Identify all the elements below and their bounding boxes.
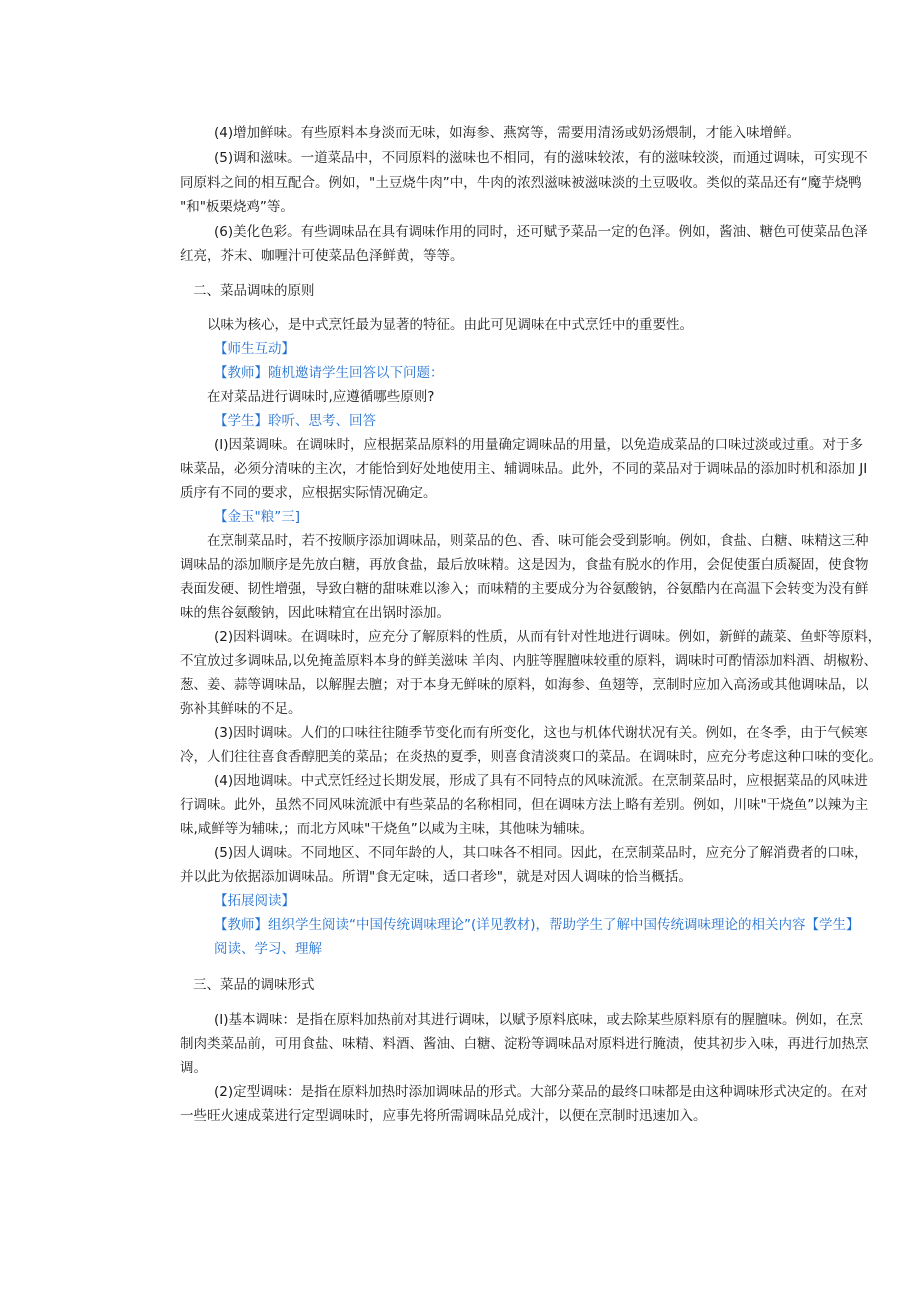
text-line: 红亮，芥末、咖喱汁可使菜品色泽鲜黄，等等。 [180, 248, 464, 264]
text-line: (4)因地调味。中式烹饪经过长期发展，形成了具有不同特点的风味流派。在烹制菜品时，应根据菜品的风味进 [214, 773, 868, 789]
text-line: (4)增加鲜味。有些原料本身淡而无味，如海参、燕窝等，需要用清汤或奶汤煨制，才能入味增鲜。 [214, 125, 801, 141]
text-line: (I)因菜调味。在调味时，应根据菜品原料的用量确定调味品的用量，以免造成菜品的口味过淡或过重。对于多 [214, 437, 864, 453]
label-student-reading: 阅读、学习、理解 [214, 941, 322, 957]
text-line: (6)美化色彩。有些调味品在具有调味作用的同时，还可赋予菜品一定的色泽。例如，酱油、糖色可使菜品色泽 [214, 224, 868, 240]
text-line: 冷，人们往往喜食香醇肥美的菜品；在炎热的夏季，则喜食清淡爽口的菜品。在调味时，应充分考虑这种口味的变化。 [180, 749, 882, 765]
label-teacher: 【教师】随机邀请学生回答以下问题： [214, 365, 444, 381]
label-extended-reading: 【拓展阅读】 [214, 893, 295, 909]
text-line: 一些旺火速成菜进行定型调味时，应事先将所需调味品兑成汁，以便在烹制时迅速加入。 [180, 1108, 707, 1124]
label-student: 【学生】聆听、思考、回答 [214, 413, 376, 429]
text-line: "和"板栗烧鸡”等。 [180, 199, 294, 215]
text-line: 不宜放过多调味品,以免掩盖原料本身的鲜美滋味 羊肉、内脏等腥膻味较重的原料，调味时可酌情添加料酒、胡椒粉、 [180, 653, 878, 669]
text-line: 味,咸鲜等为辅味,；而北方风味"干烧鱼”以咸为主味，其他味为辅味。 [180, 821, 594, 837]
text-line: (I)基本调味：是指在原料加热前对其进行调味，以赋予原料底味，或去除某些原料原有的腥膻味。例如，在烹 [214, 1012, 864, 1028]
text-line: 葱、姜、蒜等调味品，以解腥去膻；对于本身无鲜味的原料，如海参、鱼翅等，烹制时应加入高汤或其他调味品，以 [180, 677, 869, 693]
text-line: 弥补其鲜味的不足。 [180, 701, 302, 717]
text-line: 味菜品，必须分清味的主次，才能恰到好处地使用主、辅调味品。此外，不同的菜品对于调味品的添加时机和添加 JI [180, 461, 868, 477]
text-line: 制肉类菜品前，可用食盐、味精、料酒、酱油、白糖、淀粉等调味品对原料进行腌渍，使其初步入味，再进行加热烹 [180, 1036, 869, 1052]
text-line: 同原料之间的相互配合。例如，"土豆烧牛肉”中，牛肉的浓烈滋味被滋味淡的土豆吸收。类似的菜品还有“魔芋烧鸭 [180, 175, 862, 191]
label-jinyu-liangyan: 【金玉"粮”三] [214, 509, 300, 525]
text-line: 并以此为依据添加调味品。所谓"食无定味，适口者珍"，就是对因人调味的恰当概括。 [180, 869, 692, 885]
text-line: (3)因时调味。人们的口味往往随季节变化而有所变化，这也与机体代谢状况有关。例如，在冬季，由于气候寒 [214, 725, 868, 741]
text-line: 调。 [180, 1060, 207, 1076]
question-text: 在对菜品进行调味时,应遵循哪些原则? [207, 389, 435, 405]
label-teacher-student-interaction: 【师生互动】 [214, 341, 295, 357]
text-line: 行调味。此外，虽然不同风味流派中有些菜品的名称相同，但在调味方法上略有差别。例如，川味"干烧鱼”以辣为主 [180, 797, 869, 813]
text-line: (5)调和滋味。一道菜品中，不同原料的滋味也不相同，有的滋味较浓，有的滋味较淡，而通过调味，可实现不 [214, 150, 868, 166]
text-line: (2)定型调味：是指在原料加热时添加调味品的形式。大部分菜品的最终口味都是由这种调味形式决定的。在对 [214, 1084, 868, 1100]
section-heading-3: 三、菜品的调味形式 [193, 977, 315, 993]
text-line: 调味品的添加顺序是先放白糖，再放食盐，最后放味精。这是因为，食盐有脱水的作用，会促使蛋白质凝固，使食物 [180, 557, 869, 573]
section-heading-2: 二、菜品调味的原则 [193, 283, 315, 299]
text-line: (2)因料调味。在调味时，应充分了解原料的性质，从而有针对性地进行调味。例如，新鲜的蔬菜、鱼虾等原料， [214, 629, 882, 645]
text-line: 质序有不同的要求，应根据实际情况确定。 [180, 485, 437, 501]
text-line: 以味为核心，是中式烹饪最为显著的特征。由此可见调味在中式烹饪中的重要性。 [207, 317, 693, 333]
text-line: 味的焦谷氨酸钠，因此味精宜在出锅时添加。 [180, 605, 450, 621]
text-line: 表面发硬、韧性增强，导致白糖的甜味难以渗入；而味精的主要成分为谷氨酸钠，谷氨酷内在高温下会转变为没有鲜 [180, 581, 869, 597]
text-line: (5)因人调味。不同地区、不同年龄的人，其口味各不相同。因此，在烹制菜品时，应充分了解消费者的口味， [214, 845, 868, 861]
label-teacher-reading: 【教师】组织学生阅读“中国传统调味理论”(详见教材)，帮助学生了解中国传统调味理论的相关内容【学生】 [214, 917, 860, 933]
text-line: 在烹制菜品时，若不按顺序添加调味品，则菜品的色、香、味可能会受到影响。例如，食盐、白糖、味精这三种 [207, 533, 869, 549]
